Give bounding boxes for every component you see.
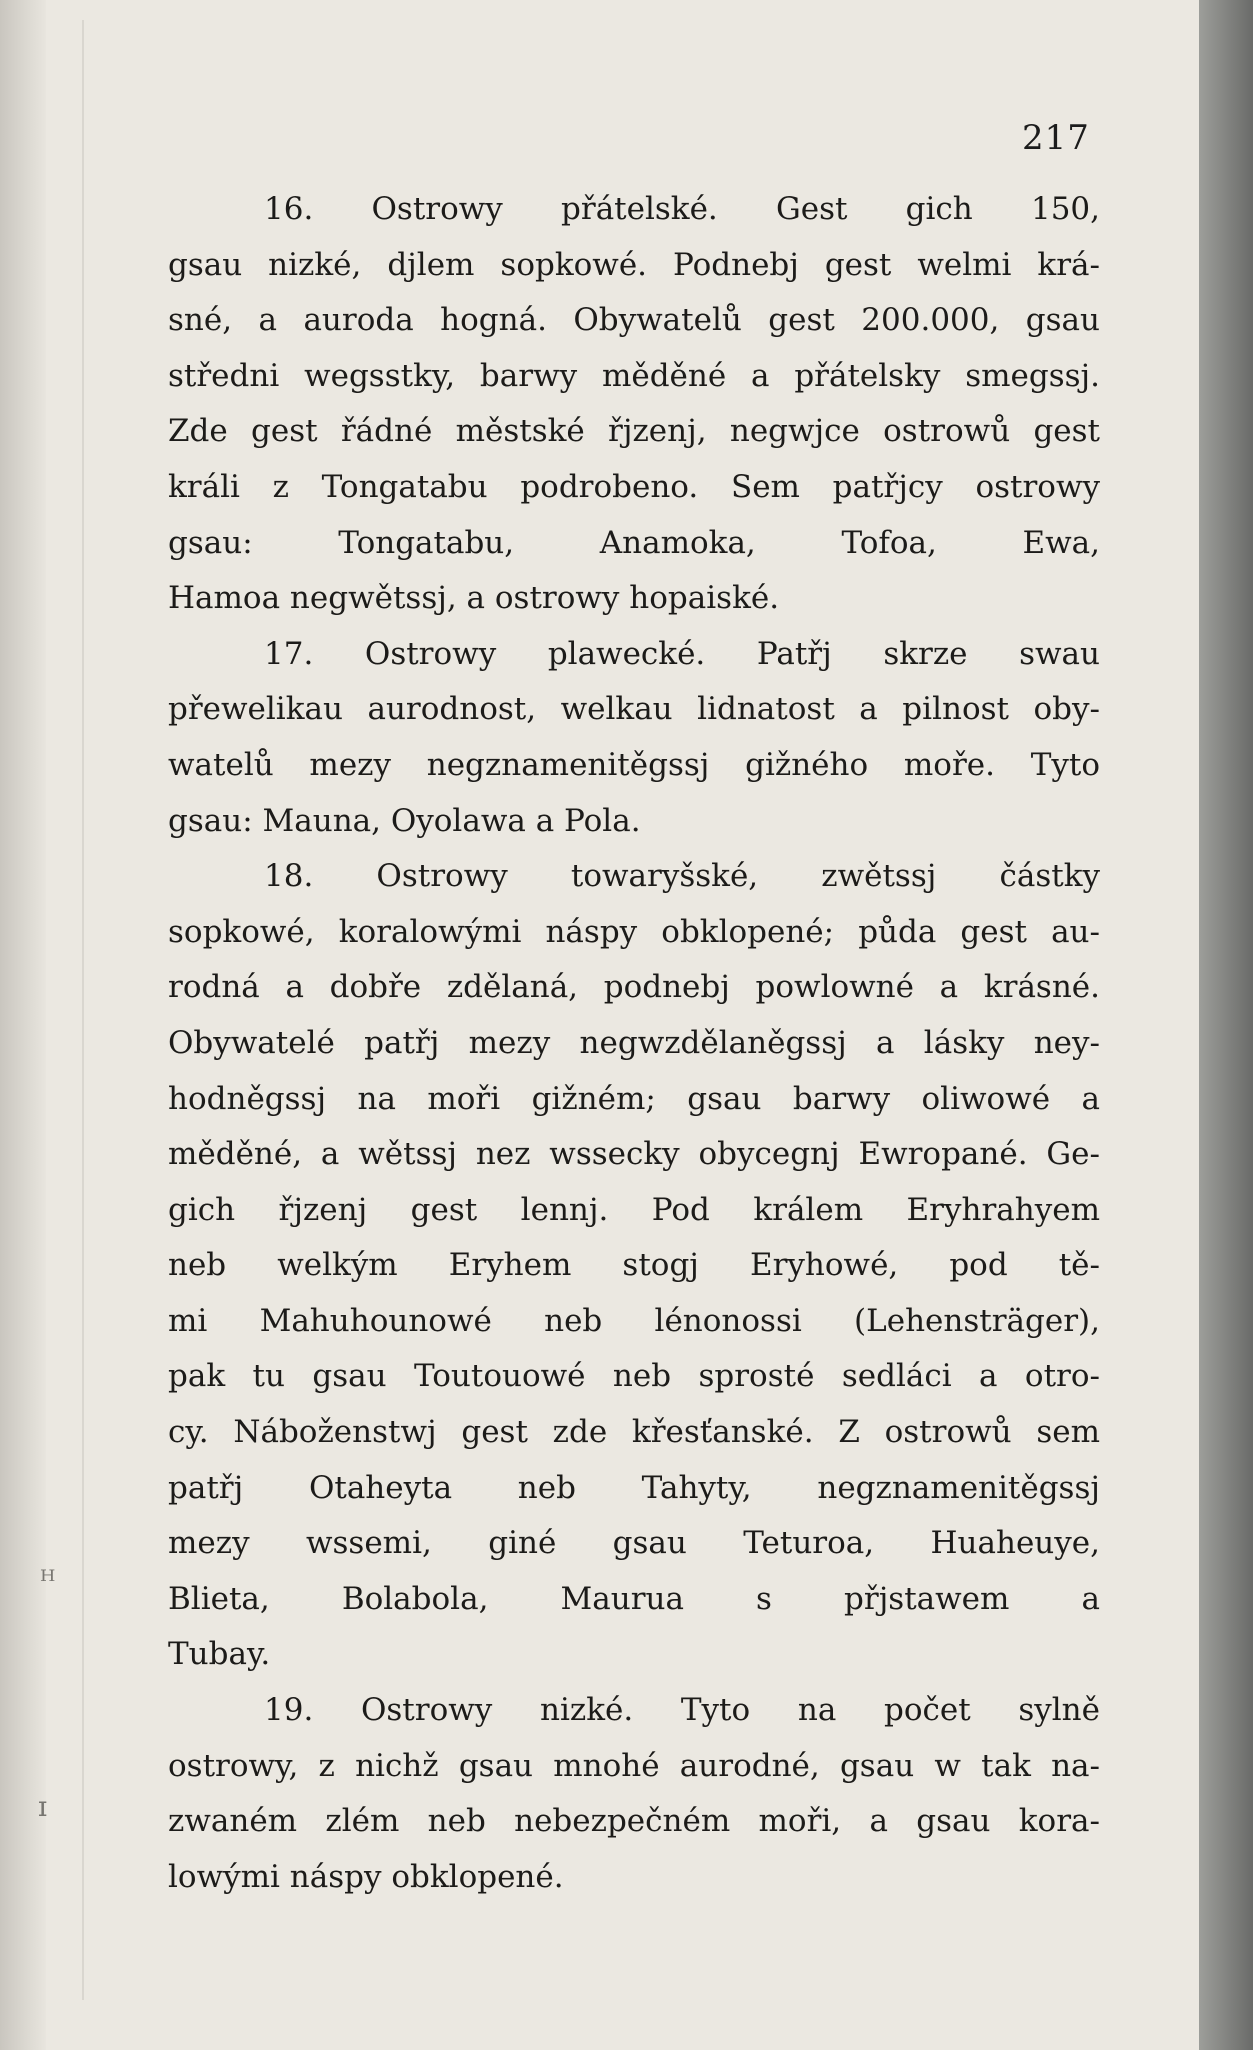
text-line: gsau nizké, djlem sopkowé. Podnebj gest welmi krá- <box>168 246 1100 283</box>
text-line: měděné, a wětssj nez wssecky obycegnj Ewropané. Ge- <box>168 1136 1100 1173</box>
page-edge-shadow <box>1199 0 1253 2050</box>
text-line: mi Mahuhounowé neb lénonossi (Lehensträger), <box>168 1302 1100 1339</box>
text-line: rodná a dobře zdělaná, podnebj powlowné a krásné. <box>168 969 1100 1006</box>
page-gutter-shadow <box>0 0 46 2050</box>
text-line: přewelikau aurodnost, welkau lidnatost a pilnost oby- <box>168 691 1100 728</box>
text-line: lowými náspy obklopené. <box>168 1858 564 1895</box>
text-line: středni wegsstky, barwy měděné a přátelsky smegssj. <box>168 357 1100 394</box>
text-line: cy. Náboženstwj gest zde křesťanské. Z ostrowů sem <box>168 1414 1100 1451</box>
text-line: gsau: Mauna, Oyolawa a Pola. <box>168 802 641 839</box>
text-line: hodněgssj na moři gižném; gsau barwy oliwowé a <box>168 1080 1100 1117</box>
text-line: 19. Ostrowy nizké. Tyto na počet sylně <box>264 1692 1100 1729</box>
text-line: patřj Otaheyta neb Tahyty, negznamenitěgssj <box>168 1469 1100 1506</box>
text-line: mezy wssemi, giné gsau Teturoa, Huaheuye, <box>168 1525 1100 1562</box>
text-line: watelů mezy negznamenitěgssj gižného moře. Tyto <box>168 746 1100 783</box>
text-line: ostrowy, z nichž gsau mnohé aurodné, gsau w tak na- <box>168 1747 1100 1784</box>
text-line: 17. Ostrowy plawecké. Patřj skrze swau <box>264 635 1100 672</box>
text-line: 18. Ostrowy towaryšské, zwětssj částky <box>264 858 1100 895</box>
text-line: gsau: Tongatabu, Anamoka, Tofoa, Ewa, <box>168 524 1100 561</box>
text-line: králi z Tongatabu podrobeno. Sem patřjcy ostrowy <box>168 468 1100 505</box>
margin-mark: ᴴ <box>40 1564 56 1597</box>
text-line: gich řjzenj gest lennj. Pod králem Eryhrahyem <box>168 1191 1100 1228</box>
text-line: Hamoa negwětssj, a ostrowy hopaiské. <box>168 580 780 617</box>
text-line: Tubay. <box>168 1636 271 1673</box>
margin-mark: ɪ <box>38 1790 47 1823</box>
text-line: neb welkým Eryhem stogj Eryhowé, pod tě- <box>168 1247 1100 1284</box>
gutter-fold-line <box>82 20 84 2000</box>
text-line: 16. Ostrowy přátelské. Gest gich 150, <box>264 191 1100 227</box>
text-line: Obywatelé patřj mezy negwzdělaněgssj a lásky ney- <box>168 1024 1100 1061</box>
page-text <box>168 182 1100 1905</box>
text-line: Blieta, Bolabola, Maurua s přjstawem a <box>168 1580 1100 1617</box>
text-line: Zde gest řádné městské řjzenj, negwjce ostrowů gest <box>168 413 1100 450</box>
text-line: zwaném zlém neb nebezpečném moři, a gsau kora- <box>168 1803 1100 1840</box>
text-line: sopkowé, koralowými náspy obklopené; půda gest au- <box>168 913 1100 950</box>
page-number: 217 <box>1022 118 1090 158</box>
text-line: pak tu gsau Toutouowé neb sprosté sedláci a otro- <box>168 1358 1100 1395</box>
text-line: sné, a auroda hogná. Obywatelů gest 200.000, gsau <box>168 302 1100 339</box>
